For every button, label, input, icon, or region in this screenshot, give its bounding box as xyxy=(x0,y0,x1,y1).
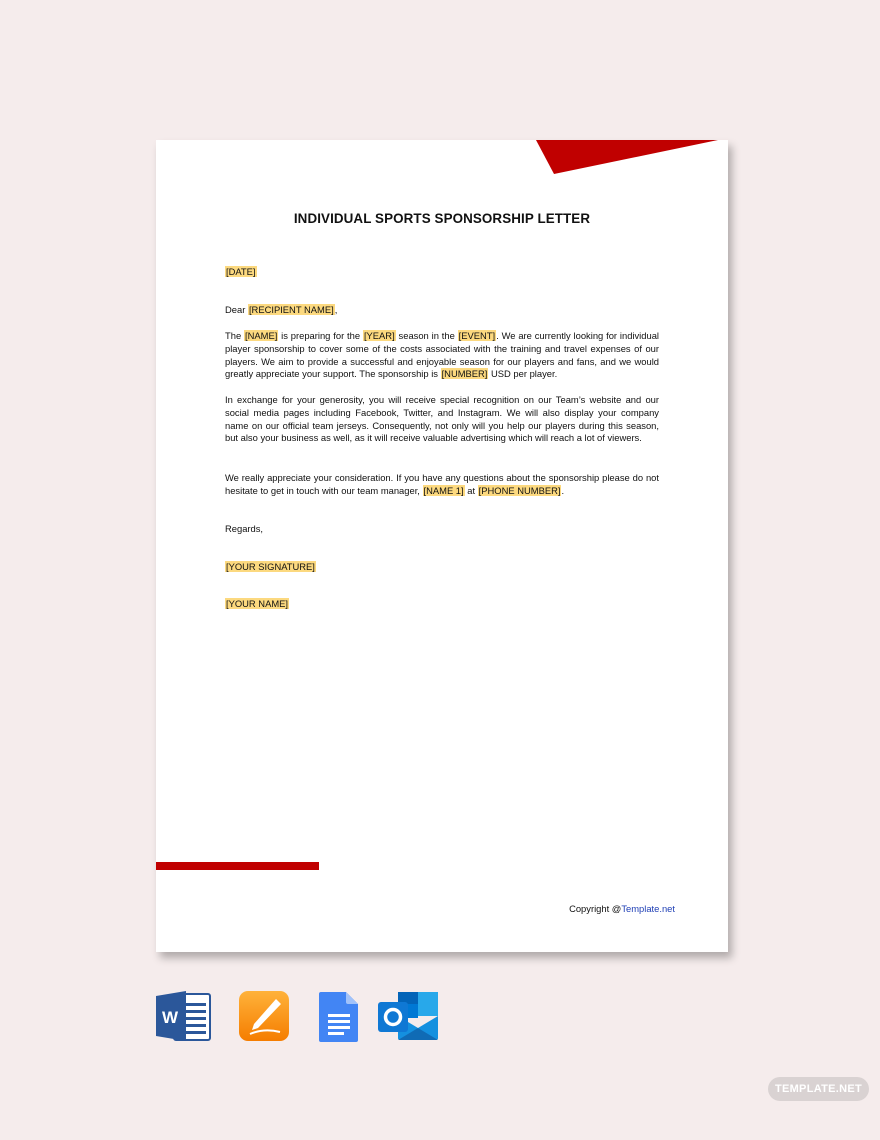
salutation-suffix: , xyxy=(334,304,338,315)
p1-text-4: . We are currently looking for individual player sponsorship to cover some of the costs associated with the training and travel expenses of our players. We aim to provide a successful and enjoyable season for our players and fans, and we would greatly appreciate your support. The sponsorship is xyxy=(225,330,659,380)
date-placeholder: [DATE] xyxy=(226,266,256,277)
p1-text-1: The xyxy=(225,330,245,341)
p3-text-2: at xyxy=(464,484,478,496)
phone-placeholder: [PHONE NUMBER] xyxy=(478,484,561,496)
p3-text-1: We really appreciate your consideration. If you have any questions about the sponsorship please do not hesitate to get in touch with our team manager, xyxy=(225,472,659,496)
name1-placeholder: [NAME 1] xyxy=(423,484,464,496)
p1-text-3: season in the xyxy=(395,330,458,341)
top-red-wedge xyxy=(528,140,728,180)
outlook-icon[interactable] xyxy=(378,990,440,1042)
signature-placeholder: [YOUR SIGNATURE] xyxy=(226,561,315,572)
paragraph-2: In exchange for your generosity, you will receive special recognition on our Team’s website and our social media pages including Facebook, Twitter, and Instagram. We will also display your company name on our official team jerseys. Consequently, not only will you help our players during this season, but also your business as well, as it will receive valuable advertising which will reach a lot of viewers. xyxy=(225,394,659,444)
salutation-prefix: Dear xyxy=(225,304,248,315)
google-docs-icon[interactable] xyxy=(318,990,360,1044)
p1-text-2: is preparing for the xyxy=(278,330,363,341)
salutation xyxy=(225,304,659,317)
closing: Regards, xyxy=(225,523,264,534)
app-format-icons xyxy=(0,990,880,1050)
p1-text-5: USD per player. xyxy=(488,368,558,380)
event-placeholder: [EVENT] xyxy=(458,330,496,341)
paragraph-3 xyxy=(225,472,659,498)
copyright xyxy=(569,903,675,914)
your-name-placeholder: [YOUR NAME] xyxy=(226,598,288,609)
footer-red-bar xyxy=(156,862,319,870)
copyright-prefix: Copyright @ xyxy=(569,903,622,914)
svg-text:W: W xyxy=(161,1008,179,1027)
pages-icon[interactable] xyxy=(238,990,290,1042)
template-net-watermark: TEMPLATE.NET xyxy=(768,1077,869,1101)
signature-line xyxy=(225,561,659,574)
year-placeholder: [YEAR] xyxy=(363,330,395,341)
name-placeholder: [NAME] xyxy=(245,330,278,341)
letter-page xyxy=(156,140,728,952)
word-icon[interactable] xyxy=(156,990,212,1042)
your-name-line xyxy=(225,598,659,611)
p3-text-3: . xyxy=(561,484,565,496)
recipient-placeholder: [RECIPIENT NAME] xyxy=(248,304,334,315)
paragraph-1 xyxy=(225,330,659,381)
date-line xyxy=(225,266,659,279)
number-placeholder: [NUMBER] xyxy=(441,368,488,380)
letter-title: INDIVIDUAL SPORTS SPONSORSHIP LETTER xyxy=(293,211,591,226)
copyright-brand-link[interactable]: Template.net xyxy=(621,903,675,914)
